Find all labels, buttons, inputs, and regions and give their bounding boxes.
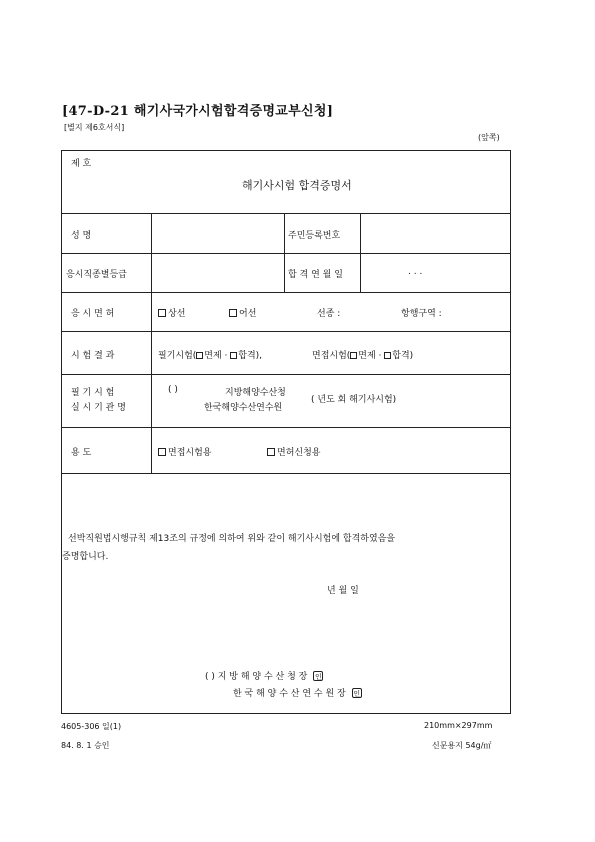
issue-date[interactable]: 년 월 일 [327,586,359,596]
seal-icon: 인 [353,690,361,698]
exam-round[interactable]: ( 년도 회 해기사시험) [311,395,397,405]
agency-label-line2: 실 시 기 관 명 [71,403,126,413]
result-row [62,332,510,375]
footer-code: 4605-306 일(1) [61,722,122,731]
purpose-label: 용 도 [71,448,92,458]
footer-approval: 84. 8. 1 승인 [61,741,110,750]
footer-paper-type: 신문용지 54g/㎡ [432,741,492,750]
form-number: [별지 제6호서식] [64,123,125,132]
agency-regional-office: 지방해양수산청 [225,388,286,398]
checkbox-icon[interactable] [384,352,391,359]
purpose-option-interview[interactable]: 면접시험용 [158,445,211,458]
agency-region-blank[interactable]: ( ) [168,385,178,395]
purpose-option-license[interactable]: 면허신청용 [267,445,320,458]
checkbox-icon[interactable] [158,309,166,317]
agency-label-line1: 필 기 시 험 [71,388,115,398]
certificate-form [61,150,511,714]
checkbox-icon[interactable] [158,448,166,456]
license-label: 응 시 면 허 [71,309,115,319]
signer-training-institute: 한 국 해 양 수 산 연 수 원 장 인 [233,689,361,699]
footer-paper-size: 210mm×297mm [424,721,493,730]
rrn-label: 주민등록번호 [288,231,341,241]
name-label: 성 명 [71,231,92,241]
pass-date-label: 합 격 연 월 일 [288,270,343,280]
agency-row [62,375,510,428]
name-field[interactable] [154,218,280,248]
certification-text-line2: 증명합니다. [62,552,109,562]
seal-icon: 인 [314,673,322,681]
checkbox-icon[interactable] [230,352,237,359]
checkbox-icon[interactable] [267,448,275,456]
purpose-row [62,428,510,474]
checkbox-icon[interactable] [196,352,203,359]
rrn-field[interactable] [364,218,504,248]
license-option-fishing[interactable]: 어선 [229,306,256,319]
route-label: 항행구역 : [401,309,442,319]
ship-type-label: 선종 : [317,309,341,319]
side-label: (앞쪽) [478,133,500,142]
license-row [62,293,510,332]
license-option-merchant[interactable]: 상선 [158,306,185,319]
certification-text-line1: 선박직원법시행규칙 제13조의 규정에 의하여 위와 같이 해기사시험에 합격하였음을 [68,534,396,544]
signer-regional-office: ( ) 지 방 해 양 수 산 청 장 인 [205,672,322,682]
grade-row [62,254,510,293]
document-title: [47-D-21 해기사국가시험합격증명교부신청] [62,104,334,119]
result-label: 시 험 결 과 [71,351,115,361]
pass-date-value[interactable]: . . . [408,267,423,277]
form-header-row [62,151,510,214]
written-exam-result: 필기시험( 면제 · 합격), [158,351,263,361]
number-label: 제 호 [71,159,92,169]
interview-exam-result: 면접시험( 면제 · 합격) [312,351,414,361]
name-row [62,214,510,254]
grade-label: 응시직종별등급 [66,270,127,280]
checkbox-icon[interactable] [229,309,237,317]
checkbox-icon[interactable] [350,352,357,359]
agency-training-institute: 한국해양수산연수원 [204,403,283,413]
grade-field[interactable] [154,258,280,288]
certificate-title: 해기사시험 합격증명서 [242,179,352,192]
